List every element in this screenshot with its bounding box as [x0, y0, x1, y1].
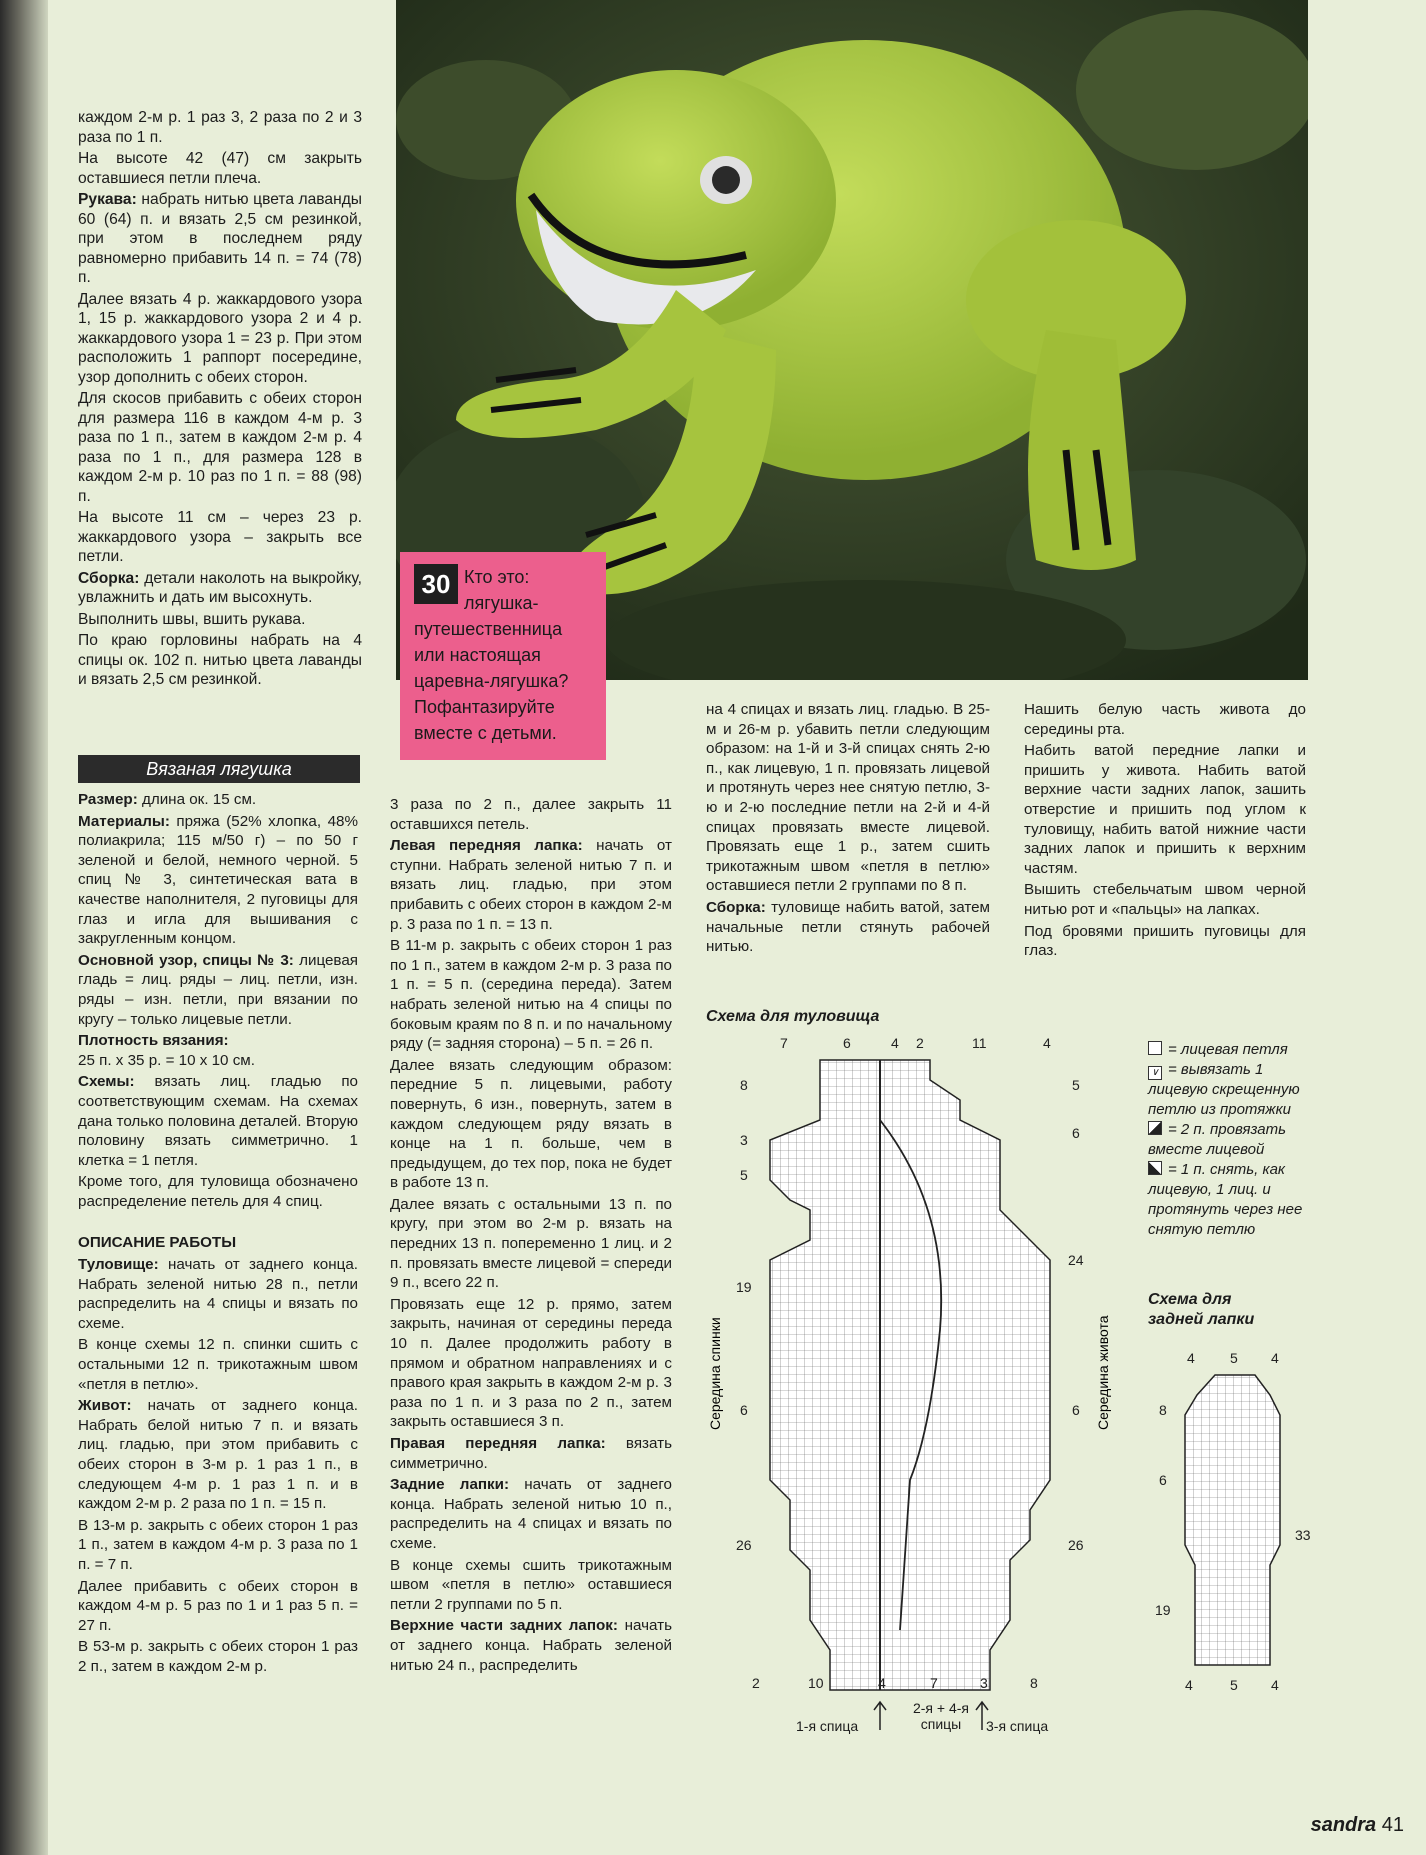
needle-arrow-icon	[874, 1702, 886, 1730]
tick-label: 2	[916, 1035, 924, 1051]
knit-stitch-icon	[1148, 1041, 1162, 1055]
tick-label: 5	[1072, 1077, 1080, 1093]
body-chart-title: Схема для туловища	[706, 1008, 880, 1025]
skp-icon	[1148, 1161, 1162, 1175]
tick-label: 10	[808, 1675, 824, 1691]
tick-label: 8	[1030, 1675, 1038, 1691]
chart-legend	[1148, 1040, 1318, 1240]
legend-item	[1148, 1160, 1318, 1240]
tick-label: 6	[740, 1402, 748, 1418]
legend-text: = 1 п. снять, как лицевую, 1 лиц. и протянуть через нее снятую петлю	[1148, 1161, 1303, 1238]
size-text: длина ок. 15 см.	[137, 791, 257, 808]
page-footer	[1311, 1814, 1404, 1837]
upper-hind-legs-label: Верхние части задних лапок:	[390, 1617, 618, 1635]
text-paragraph: Кроме того, для туловища обозначено распределение петель для 4 спиц.	[78, 1173, 358, 1210]
hind-legs-text: начать от заднего конца. Набрать зеленой нитью 10 п., распределить на 4 спицах и вязать по схеме.	[390, 1476, 672, 1552]
text-paragraph: В 53-м р. закрыть с обеих сторон 1 раз 2 п., затем в каждом 2-м р.	[78, 1638, 358, 1675]
callout-text: Кто это: лягушка-путешественница или настоящая царевна-лягушка? Пофантазируйте вместе с детьми.	[414, 567, 569, 743]
text-paragraph	[78, 790, 358, 810]
text-paragraph: 25 п. x 35 р. = 10 x 10 см.	[78, 1051, 255, 1069]
schemes-text: вязать лиц. гладью по соответствующим схемам. На схемах дана только половина деталей. Вторую половину вязать симметрично. 1 клетка = 1 петля.	[78, 1073, 358, 1169]
section-title: Вязаная лягушка	[78, 755, 360, 783]
text-paragraph: Далее вязать следующим образом: передние 5 п. лицевыми, работу повернуть, 6 изн., повернуть, затем в каждом следующем ряду вязать в конце на 1 п. больше, чем в предыдущем, до тех пор, пока не будет в работе 13 п.	[390, 1056, 672, 1192]
tick-label: 8	[740, 1077, 748, 1093]
page-binding-shadow	[0, 0, 48, 1855]
leg-knitting-chart	[1145, 1345, 1325, 1705]
column-4	[1024, 700, 1306, 963]
size-label: Размер:	[78, 791, 138, 808]
text-paragraph	[78, 951, 358, 1029]
text-paragraph	[78, 190, 362, 288]
text-paragraph: Выполнить швы, вшить рукава.	[78, 610, 306, 628]
text-paragraph: Вышить стебельчатым швом черной нитью рот и «пальцы» на лапках.	[1024, 881, 1306, 918]
tick-label: 4	[1185, 1677, 1193, 1693]
text-paragraph: Далее вязать 4 р. жаккардового узора 1, 15 р. жаккардового узора 2 и 4 р. жаккардового узора 1 = 23 р. При этом расположить 1 раппорт посередине, узор дополнить с обеих сторон.	[78, 290, 362, 386]
tick-label: 4	[1271, 1350, 1279, 1366]
legend-text: = вывязать 1 лицевую скрещенную петлю из протяжки	[1148, 1061, 1300, 1118]
tick-label: 11	[972, 1035, 987, 1051]
tick-label: 19	[736, 1279, 752, 1295]
sleeves-label: Рукава:	[78, 191, 137, 208]
body-label: Туловище:	[78, 1256, 159, 1274]
text-paragraph	[78, 1031, 358, 1051]
text-paragraph: Провязать еще 12 р. прямо, затем закрыть, начиная от середины переда 10 п. Далее продолжить работу в прямом и обратном направлениях и с правого края закрыть в каждом 2-м р. 3 раза по 1 п. и 3 раза по 2 п., затем закрыть оставшиеся 3 п.	[390, 1295, 672, 1431]
tick-label: 7	[780, 1035, 788, 1051]
needle-3-label: 3-я спица	[986, 1718, 1049, 1734]
materials-label: Материалы:	[78, 812, 170, 830]
tick-label: 19	[1155, 1602, 1171, 1618]
tick-label: 8	[1159, 1402, 1167, 1418]
left-front-leg-text: начать от ступни. Набрать зеленой нитью 7 п. и вязать лиц. гладью, при этом прибавить с обеих сторон в каждом 2-м р. 3 раза по 1 п. = 13 п.	[390, 837, 672, 933]
text-paragraph	[390, 1616, 672, 1675]
tick-label: 3	[740, 1132, 748, 1148]
left-front-leg-label: Левая передняя лапка:	[390, 837, 583, 855]
text-paragraph: В 13-м р. закрыть с обеих сторон 1 раз 1 п., затем в каждом 4-м р. 3 раза по 1 п. = 7 п.	[78, 1516, 358, 1573]
body-knitting-chart	[700, 1030, 1120, 1750]
leg-chart-title: Схема для задней лапки	[1148, 1291, 1255, 1328]
column-1-bottom	[78, 790, 358, 1679]
description-title: ОПИСАНИЕ РАБОТЫ	[78, 1234, 237, 1252]
assembly-label: Сборка:	[78, 569, 140, 587]
materials-text: пряжа (52% хлопка, 48% полиакрила; 115 м/50 г) – по 50 г зеленой и белой, немного черной. 5 спиц № 3, синтетическая вата в качестве наполнителя, 2 пуговицы для глаз и игла для вышивания с закругленным концом.	[78, 812, 358, 948]
tick-label: 4	[1187, 1350, 1195, 1366]
tick-label: 26	[1068, 1537, 1084, 1553]
legend-text: = 2 п. провязать вместе лицевой	[1148, 1121, 1287, 1158]
text-paragraph: Для скосов прибавить с обеих сторон для размера 116 в каждом 4-м р. 3 раза по 1 п., затем в каждом 2-м р. 4 раза по 1 п., для размера 128 в каждом 2-м р. 10 раз по 1 п. = 88 (98) п.	[78, 390, 362, 505]
pattern-label: Основной узор, спицы № 3:	[78, 951, 294, 969]
text-paragraph: Далее вязать с остальными 13 п. по кругу, при этом во 2-м р. вязать на передних 13 п. попеременно 1 лиц. и 2 п. провязать вместе лицевой = спереди 9 п., всего 22 п.	[390, 1195, 672, 1292]
text-paragraph: Под бровями пришить пуговицы для глаз.	[1024, 922, 1306, 960]
tick-label: 5	[1230, 1677, 1238, 1693]
text-paragraph: Далее прибавить с обеих сторон в каждом 4-м р. 5 раз по 1 и 1 раз 5 п. = 27 п.	[78, 1577, 358, 1634]
leg-chart-shape	[1185, 1375, 1280, 1665]
body-text: начать от заднего конца. Набрать зеленой нитью 28 п., петли распределить на 4 спицы и вязать по схеме.	[78, 1256, 358, 1332]
text-paragraph	[390, 836, 672, 934]
assembly-label: Сборка:	[706, 898, 766, 916]
text-paragraph: В 11-м р. закрыть с обеих сторон 1 раз по 1 п., затем в каждом 2-м р. 3 раза по 1 п. = 5 п. (середина переда). Затем набрать зеленой нитью на 4 спицы по боковым краям по 8 п. и по начальному ряду (= задняя сторона) – 5 п. = 26 п.	[390, 937, 672, 1053]
tick-label: 26	[736, 1537, 752, 1553]
upper-hind-legs-text: начать от заднего конца. Набрать зеленой нитью 24 п., распределить	[390, 1617, 672, 1674]
needle-1-label: 1-я спица	[796, 1718, 859, 1734]
text-paragraph	[78, 1396, 358, 1514]
photo-number: 30	[414, 564, 458, 604]
needle-24-label: 2-я + 4-я спицы	[912, 1700, 969, 1732]
legend-text: = лицевая петля	[1168, 1041, 1288, 1058]
photo-callout	[400, 552, 606, 760]
text-paragraph: Набить ватой передние лапки и пришить у живота. Набить ватой верхние части задних лапок, зашить отверстие и пришить под углом к туловищу, набить ватой нижние части задних лапок и пришить к верхним частям.	[1024, 742, 1306, 877]
text-paragraph: По краю горловины набрать на 4 спицы ок. 102 п. нитью цвета лаванды и вязать 2,5 см резинкой.	[78, 632, 362, 688]
tick-label: 2	[752, 1675, 760, 1691]
text-paragraph: На высоте 11 см – через 23 р. жаккардового узора – закрыть все петли.	[78, 509, 362, 565]
belly-text: начать от заднего конца. Набрать белой нитью 7 п. и вязать лиц. гладью, при этом прибавить с обеих сторон в 3-м р. 1 раз 1 п., в следующем 4-м р. 1 раз 1 п. и в каждом 2-м р. 2 раза по 1 п. = 15 п.	[78, 1397, 358, 1513]
column-3	[706, 700, 990, 959]
text-paragraph	[78, 1072, 358, 1170]
assembly-text: детали наколоть на выкройку, увлажнить и дать им высохнуть.	[78, 569, 362, 606]
legend-item	[1148, 1040, 1318, 1060]
text-paragraph	[78, 812, 358, 949]
tick-label: 6	[1072, 1402, 1080, 1418]
tick-label: 4	[1043, 1035, 1051, 1051]
text-paragraph: каждом 2-м р. 1 раз 3, 2 раза по 2 и 3 раза по 1 п.	[78, 109, 362, 146]
tick-label: 24	[1068, 1252, 1084, 1268]
text-paragraph: На высоте 42 (47) см закрыть оставшиеся петли плеча.	[78, 150, 362, 187]
tick-label: 33	[1295, 1527, 1311, 1543]
body-chart-shape	[770, 1060, 1050, 1690]
pattern-text: лицевая гладь = лиц. ряды – лиц. петли, изн. ряды – изн. петли, при вязании по кругу – только лицевые петли.	[78, 951, 358, 1028]
tick-label: 5	[1230, 1350, 1238, 1366]
legend-item	[1148, 1060, 1318, 1120]
belly-label: Живот:	[78, 1397, 132, 1415]
tick-label: 6	[1159, 1472, 1167, 1488]
tick-label: 4	[891, 1035, 899, 1051]
belly-middle-label: Середина живота	[1095, 1315, 1111, 1430]
legend-item	[1148, 1120, 1318, 1160]
back-middle-label: Середина спинки	[707, 1317, 723, 1430]
tick-label: 6	[843, 1035, 851, 1051]
column-1-top	[78, 108, 362, 692]
text-paragraph	[78, 569, 362, 608]
right-front-leg-text: вязать симметрично.	[390, 1435, 672, 1472]
tick-label: 6	[1072, 1125, 1080, 1141]
text-paragraph: Нашить белую часть живота до середины рта.	[1024, 701, 1306, 738]
sleeves-text: набрать нитью цвета лаванды 60 (64) п. и вязать 2,5 см резинкой, при этом в последнем ряду равномерно прибавить 14 п. = 74 (78) п.	[78, 191, 362, 286]
twisted-stitch-icon: ∨	[1148, 1066, 1162, 1080]
text-paragraph	[390, 1475, 672, 1553]
text-paragraph: В конце схемы 12 п. спинки сшить с остальными 12 п. трикотажным швом «петля в петлю».	[78, 1336, 358, 1393]
page-number: 41	[1381, 1814, 1404, 1836]
hind-legs-label: Задние лапки:	[390, 1476, 510, 1494]
density-label: Плотность вязания:	[78, 1032, 229, 1050]
column-2	[390, 795, 672, 1677]
tick-label: 7	[930, 1675, 938, 1691]
text-paragraph	[706, 898, 990, 957]
tick-label: 4	[878, 1675, 886, 1691]
text-paragraph	[78, 1255, 358, 1333]
tick-label: 4	[1271, 1677, 1279, 1693]
k2tog-icon	[1148, 1121, 1162, 1135]
tick-label: 5	[740, 1167, 748, 1183]
schemes-label: Схемы:	[78, 1073, 135, 1091]
assembly-text: туловище набить ватой, затем начальные петли стянуть рабочей нитью.	[706, 898, 990, 956]
text-paragraph: В конце схемы сшить трикотажным швом «петля в петлю» оставшиеся петли 2 группами по 5 п.	[390, 1556, 672, 1613]
text-paragraph: на 4 спицах и вязать лиц. гладью. В 25-м и 26-м р. убавить петли следующим образом: на 1-й и 3-й спицах снять 2-ю п., как лицевую, 1 п. провязать лицевой и протянуть через нее снятую петлю, 3-ю и 2-ю последние петли на 2-й и 4-й спицах провязать вместе лицевой. Провязать еще 1 р., затем сшить трикотажным швом «петля в петлю» оставшиеся петли 2 группами по 8 п.	[706, 701, 990, 895]
text-paragraph: 3 раза по 2 п., далее закрыть 11 оставшихся петель.	[390, 796, 672, 833]
right-front-leg-label: Правая передняя лапка:	[390, 1435, 606, 1452]
magazine-brand: sandra	[1310, 1814, 1377, 1836]
tick-label: 3	[980, 1675, 988, 1691]
text-paragraph	[390, 1434, 672, 1473]
